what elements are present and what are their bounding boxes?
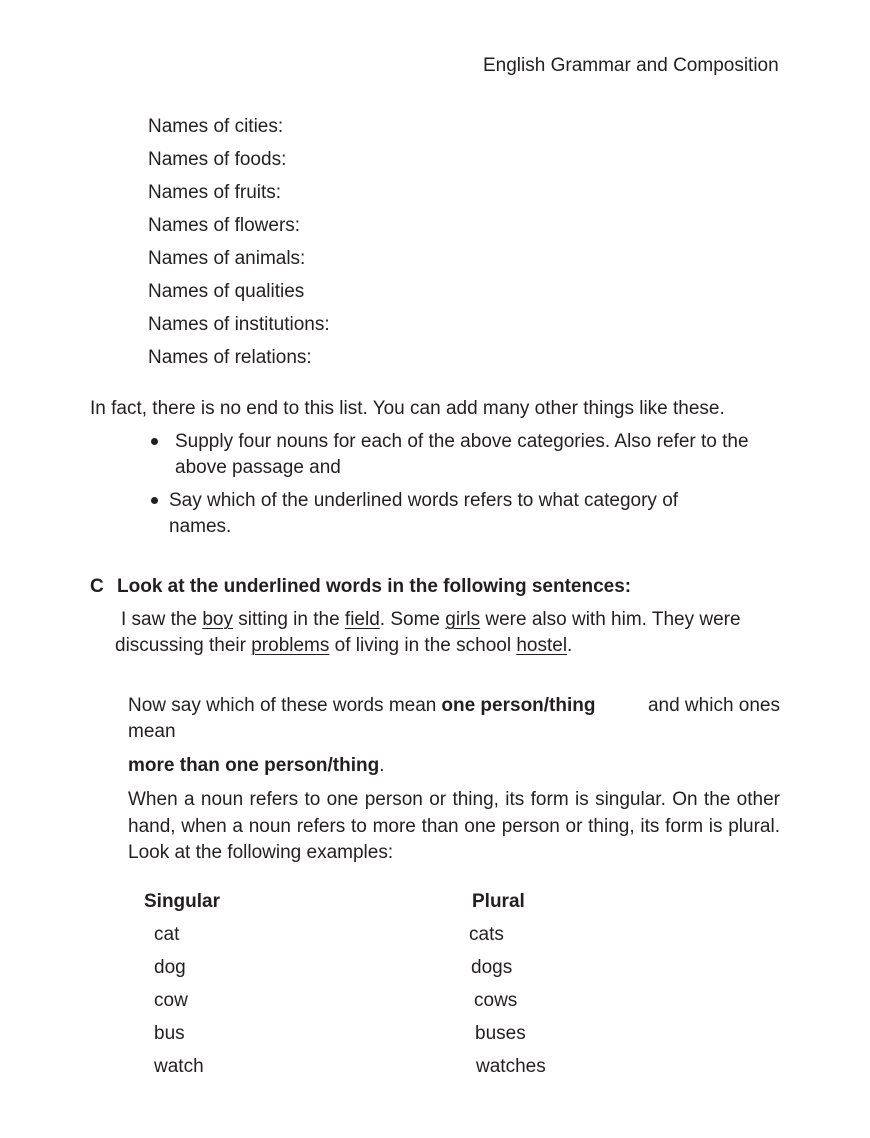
underlined-word: field — [344, 609, 380, 630]
category-item: Names of animals: — [148, 248, 306, 269]
plural-cell: cows — [474, 990, 518, 1011]
page-header-title: English Grammar and Composition — [483, 55, 779, 76]
intro-paragraph: In fact, there is no end to this list. You can add many other things like these. — [90, 398, 725, 419]
category-item: Names of institutions: — [148, 314, 330, 335]
plural-cell: watches — [476, 1056, 546, 1077]
singular-cell: bus — [154, 1023, 185, 1044]
singular-cell: cow — [154, 990, 188, 1011]
category-item: Names of flowers: — [148, 215, 301, 236]
bullet-2-line-2: names. — [169, 516, 232, 537]
example-sentence-line-1: I saw the boy sitting in the field. Some girls were also with him. They were — [121, 609, 741, 630]
singular-cell: cat — [154, 924, 180, 945]
underlined-word: boy — [202, 609, 233, 630]
plural-cell: buses — [475, 1023, 526, 1044]
bullet-1-line-2: above passage and — [175, 457, 341, 478]
bullet-2-line-1: Say which of the underlined words refers to what category of — [169, 490, 679, 511]
bullet-1-line-1: Supply four nouns for each of the above categories. Also refer to the — [175, 431, 749, 452]
singular-cell: dog — [154, 957, 186, 978]
underlined-word: girls — [445, 609, 481, 630]
singular-cell: watch — [154, 1056, 204, 1077]
instruction-line-2: mean — [128, 721, 176, 742]
category-item: Names of fruits: — [148, 182, 282, 203]
singular-column-header: Singular — [144, 891, 221, 912]
explanation-paragraph: When a noun refers to one person or thing, its form is singular. On the other hand, when a noun refers to more than one person or thing, its form is plural. Look at the following examples: — [128, 789, 780, 863]
plural-cell: cats — [469, 924, 504, 945]
plural-cell: dogs — [471, 957, 513, 978]
bullet-icon — [151, 497, 158, 504]
example-sentence-line-2: discussing their problems of living in the school hostel. — [115, 635, 573, 656]
instruction-line-3: more than one person/thing. — [128, 755, 385, 776]
category-item: Names of foods: — [148, 149, 287, 170]
section-c-heading: Look at the underlined words in the following sentences: — [117, 576, 632, 597]
category-item: Names of qualities — [148, 281, 305, 302]
instruction-line-1: Now say which of these words mean one person/thing and which ones — [128, 695, 780, 716]
section-c-letter: C — [90, 576, 104, 597]
category-item: Names of cities: — [148, 116, 284, 137]
underlined-word: hostel — [516, 635, 568, 656]
category-item: Names of relations: — [148, 347, 312, 368]
bullet-icon — [151, 438, 158, 445]
plural-column-header: Plural — [472, 891, 525, 912]
underlined-word: problems — [251, 635, 330, 656]
